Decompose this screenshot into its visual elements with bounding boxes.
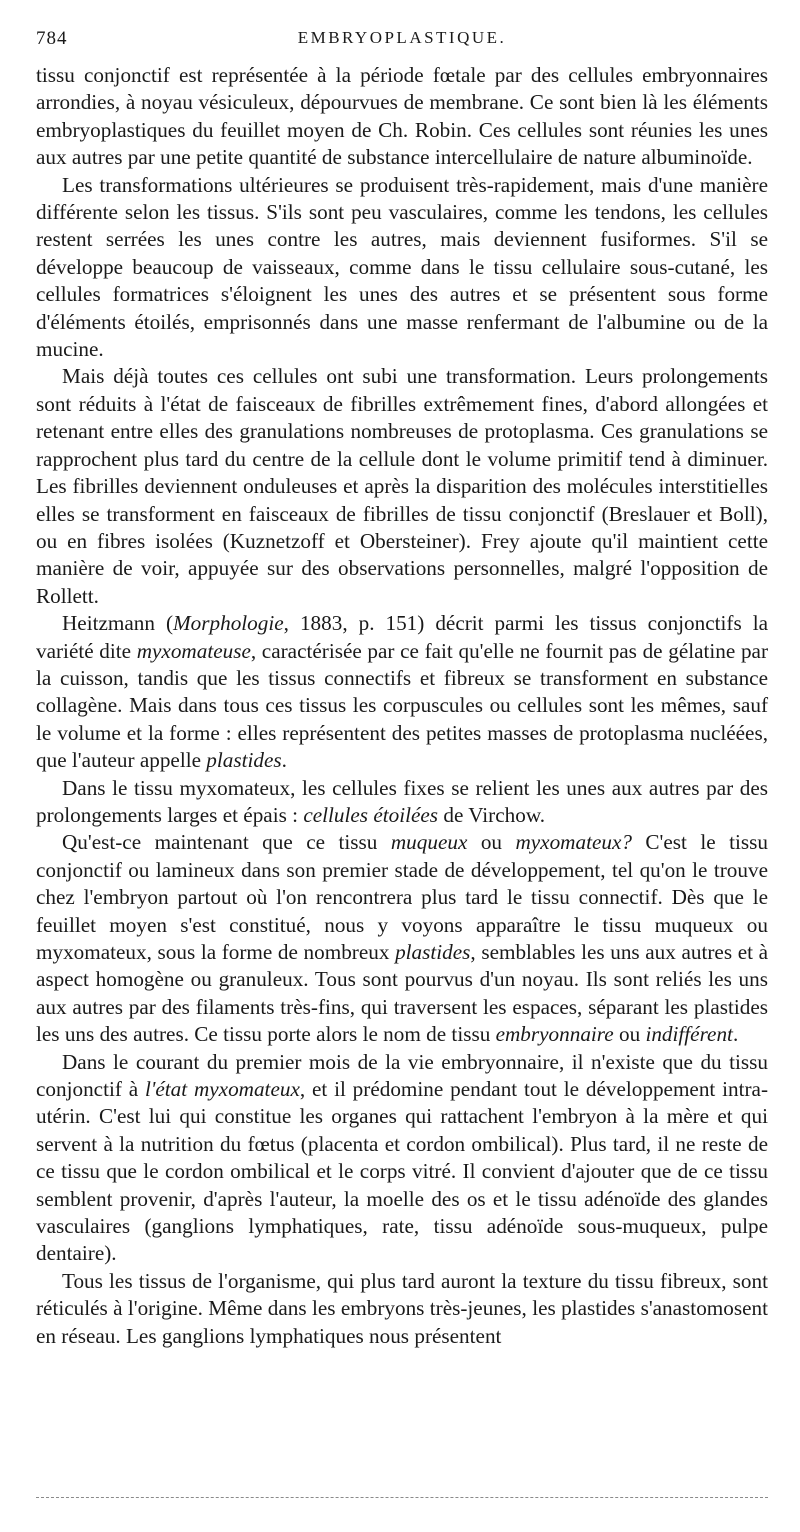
body-text: [36, 62, 768, 1350]
paragraph-8: Tous les tissus de l'organisme, qui plus tard auront la texture du tissu fibreux, sont réticulés à l'origine. Même dans les embryons très-jeunes, les plastides s'anastomosent en réseau. Les ganglions lymphatiques nous présentent: [36, 1268, 768, 1348]
running-title: EMBRYOPLASTIQUE.: [297, 28, 507, 47]
italic-term: Morphologie: [173, 611, 284, 636]
paragraph-2: Les transformations ultérieures se produisent très-rapidement, mais d'une manière différente selon les tissus. S'ils sont peu vasculaires, comme les tendons, les cellules restent serrées les unes contre les autres, mais deviennent fusiformes. S'il se développe beaucoup de vaisseaux, comme dans le tissu cellulaire sous-cutané, les cellules formatrices s'éloignent les unes des autres et se présentent sous forme d'éléments étoilés, emprisonnés dans une masse renfermant de l'albumine ou de la mucine.: [36, 172, 768, 362]
page-header: [36, 28, 768, 54]
paragraph-3: Mais déjà toutes ces cellules ont subi une transformation. Leurs prolongements sont réduits à l'état de faisceaux de fibrilles extrêmement fines, d'abord allongées et retenant entre elles des granulations nombreuses de protoplasma. Ces granulations se rapprochent plus tard du centre de la cellule dont le volume primitif tend à diminuer. Les fibrilles deviennent onduleuses et après la disparition des molécules interstitielles elles se transforment en faisceaux de fibrilles de tissu conjonctif (Breslauer et Boll), ou en fibres isolées (Kuznetzoff et Obersteiner). Frey ajoute qu'il maintient cette manière de voir, appuyée sur des observations personnelles, malgré l'opposition de Rollett.: [36, 364, 768, 608]
italic-term: l'état myxomateux: [144, 1077, 300, 1102]
italic-term: plastides: [206, 748, 282, 773]
italic-term: cellules étoilées: [303, 802, 439, 827]
footer-rule: [36, 1497, 768, 1498]
italic-term: plastides: [395, 940, 471, 964]
paragraph-5: Dans le tissu myxomateux, les cellules fixes se relient les unes aux autres par des prolongements larges et épais : cellules étoilées de Virchow.: [36, 775, 768, 827]
page-number: 784: [36, 28, 68, 49]
italic-term: embryonnaire: [495, 1022, 614, 1047]
paragraph-4: Heitzmann (Morphologie, 1883, p. 151) décrit parmi les tissus conjonctifs la variété dite myxomateuse, caractérisée par ce fait qu'elle ne fournit pas de gélatine par la cuisson, tandis que les tissus connectifs et fibreux se transforment en substance collagène. Mais dans tous ces tissus les corpuscules ou cellules sont les mêmes, sauf le volume et la forme : elles représentent des petites masses de protoplasma nucléées, que l'auteur appelle plastides.: [36, 611, 769, 773]
paragraph-7: Dans le courant du premier mois de la vie embryonnaire, il n'existe que du tissu conjonctif à l'état myxomateux, et il prédomine pendant tout le développement intra-utérin. C'est lui qui constitue les organes qui rattachent l'embryon à la mère et qui servent à la nutrition du fœtus (placenta et cordon ombilical). Plus tard, il ne reste de ce tissu que le cordon ombilical et le corps vitré. Il convient d'ajouter que de ce tissu semblent provenir, d'après l'auteur, la moelle des os et le tissu adénoïde des glandes vasculaires (ganglions lymphatiques, rate, tissu adénoïde sous-muqueux, pulpe dentaire).: [36, 1049, 769, 1266]
paragraph-1: tissu conjonctif est représentée à la période fœtale par des cellules embryonnaires arrondies, à noyau vésiculeux, dépourvues de membrane. Ce sont bien là les éléments embryoplastiques du feuillet moyen de Ch. Robin. Ces cellules sont réunies les unes aux autres par une petite quantité de substance intercellulaire de nature albuminoïde.: [36, 63, 768, 170]
paragraph-6: Qu'est-ce maintenant que ce tissu muqueux ou myxomateux? C'est le tissu conjonctif ou lamineux dans son premier stade de développement, tel qu'on le trouve chez l'embryon partout où l'on rencontrera plus tard le tissu connectif. Dès que le feuillet moyen s'est constitué, nous y voyons apparaître le tissu muqueux ou myxomateux, sous la forme de nombreux plastides, semblables les uns aux autres et à aspect homogène ou granuleux. Tous sont pourvus d'un noyau. Ils sont reliés les uns aux autres par des filaments très-fins, qui traversent les espaces, séparant les plastides les uns des autres. Ce tissu porte alors le nom de tissu embryonnaire ou indifférent.: [36, 830, 768, 1047]
italic-term: indifférent: [645, 1022, 733, 1047]
italic-term: muqueux: [390, 830, 468, 855]
italic-term: myxomateuse: [136, 638, 251, 663]
italic-term: myxomateux?: [515, 830, 632, 855]
